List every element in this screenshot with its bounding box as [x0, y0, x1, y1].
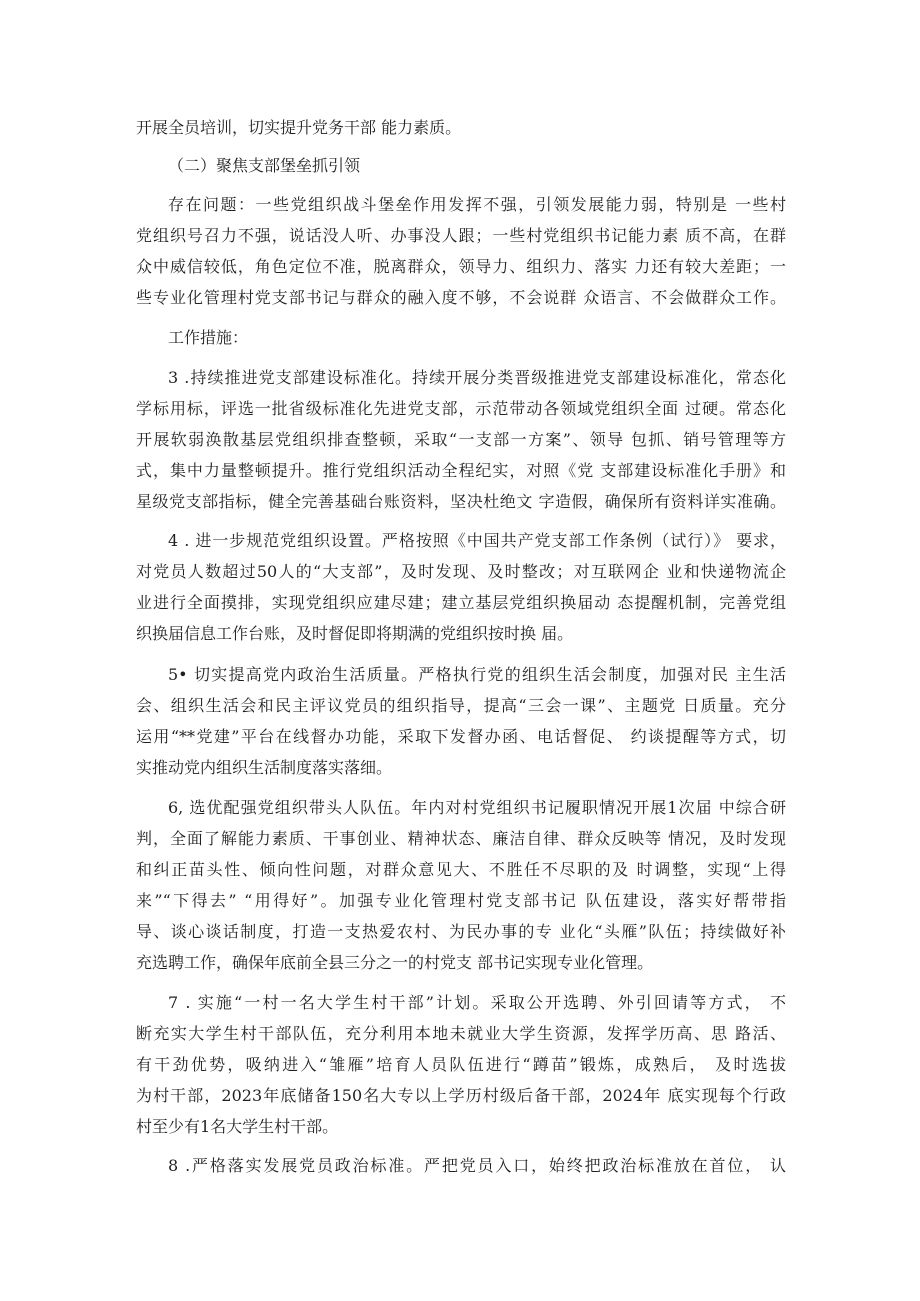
text-line: 党组织号召力不强，说话没人听、办事没人跟；一些村党组织书记能力素 质不高，在群	[136, 226, 786, 245]
text-line: 3 .持续推进党支部建设标准化。持续开展分类晋级推进党支部建设标准化，常态化	[168, 368, 786, 387]
text-line: 6, 选优配强党组织带头人队伍。年内对村党组织书记履职情况开展1次届 中综合研	[168, 798, 786, 817]
text-line: 对党员人数超过50人的“大支部”，及时发现、及时整改；对互联网企 业和快递物流企	[136, 562, 786, 581]
text-line: 开展全员培训，切实提升党务干部 能力素质。	[136, 118, 462, 137]
text-line: 织换届信息工作台账，及时督促即将期满的党组织按时换 届。	[136, 624, 574, 643]
section-heading: （二）聚焦支部堡垒抓引领	[168, 156, 361, 175]
text-line: 存在问题：一些党组织战斗堡垒作用发挥不强，引领发展能力弱，特别是 一些村	[168, 195, 786, 214]
subheading: 工作措施：	[168, 328, 249, 347]
text-line: 充选聘工作，确保年底前全县三分之一的村党支 部书记实现专业化管理。	[136, 953, 654, 972]
text-line: 7 . 实施“一村一名大学生村干部”计划。采取公开选聘、外引回请等方式， 不	[168, 993, 786, 1012]
text-line: 4 . 进一步规范党组织设置。严格按照《中国共产党支部工作条例（试行）》 要求，	[168, 531, 786, 550]
text-line: 断充实大学生村干部队伍，充分利用本地未就业大学生资源，发挥学历高、思 路活、	[136, 1024, 786, 1043]
text-line: 式，集中力量整顿提升。推行党组织活动全程纪实，对照《党 支部建设标准化手册》和	[136, 461, 786, 480]
text-line: 开展软弱涣散基层党组织排查整顿，采取“一支部一方案”、领导 包抓、销号管理等方	[136, 430, 786, 449]
text-line: 来”“下得去” “用得好”。加强专业化管理村党支部书记 队伍建设，落实好帮带指	[136, 891, 786, 910]
text-line: 些专业化管理村党支部书记与群众的融入度不够，不会说群 众语言、不会做群众工作。	[136, 288, 786, 307]
text-line: 为村干部，2023年底储备150名大专以上学历村级后备干部，2024年 底实现每个行政	[136, 1086, 786, 1105]
text-line: 业进行全面摸排，实现党组织应建尽建；建立基层党组织换届动 态提醒机制，完善党组	[136, 593, 786, 612]
text-line: 导、谈心谈话制度，打造一支热爱农村、为民办事的专 业化“头雁”队伍；持续做好补	[136, 922, 786, 941]
text-line: 8 .严格落实发展党员政治标准。严把党员入口，始终把政治标准放在首位， 认	[168, 1156, 786, 1175]
text-line: 运用“**党建”平台在线督办功能，采取下发督办函、电话督促、 约谈提醒等方式，切	[136, 727, 786, 746]
text-line: 实推动党内组织生活制度落实落细。	[136, 758, 393, 777]
text-line: 众中威信较低，角色定位不准，脱离群众，领导力、组织力、落实 力还有较大差距；一	[136, 257, 786, 276]
text-line: 学标用标，评选一批省级标准化先进党支部，示范带动各领域党组织全面 过硬。常态化	[136, 399, 786, 418]
text-line: 有干劲优势，吸纳进入“雏雁”培育人员队伍进行“蹲苗”锻炼，成熟后， 及时选拔	[136, 1055, 786, 1074]
text-line: 星级党支部指标，健全完善基础台账资料，坚决杜绝文 字造假，确保所有资料详实准确。	[136, 492, 786, 511]
text-line: 会、组织生活会和民主评议党员的组织指导，提高“三会一课”、主题党 日质量。充分	[136, 696, 786, 715]
text-line: 和纠正苗头性、倾向性问题，对群众意见大、不胜任不尽职的及 时调整，实现“上得	[136, 860, 786, 879]
text-line: 5• 切实提高党内政治生活质量。严格执行党的组织生活会制度，加强对民 主生活	[168, 665, 786, 684]
text-line: 村至少有1名大学生村干部。	[136, 1117, 339, 1136]
text-line: 判，全面了解能力素质、干事创业、精神状态、廉洁自律、群众反映等 情况，及时发现	[136, 829, 786, 848]
